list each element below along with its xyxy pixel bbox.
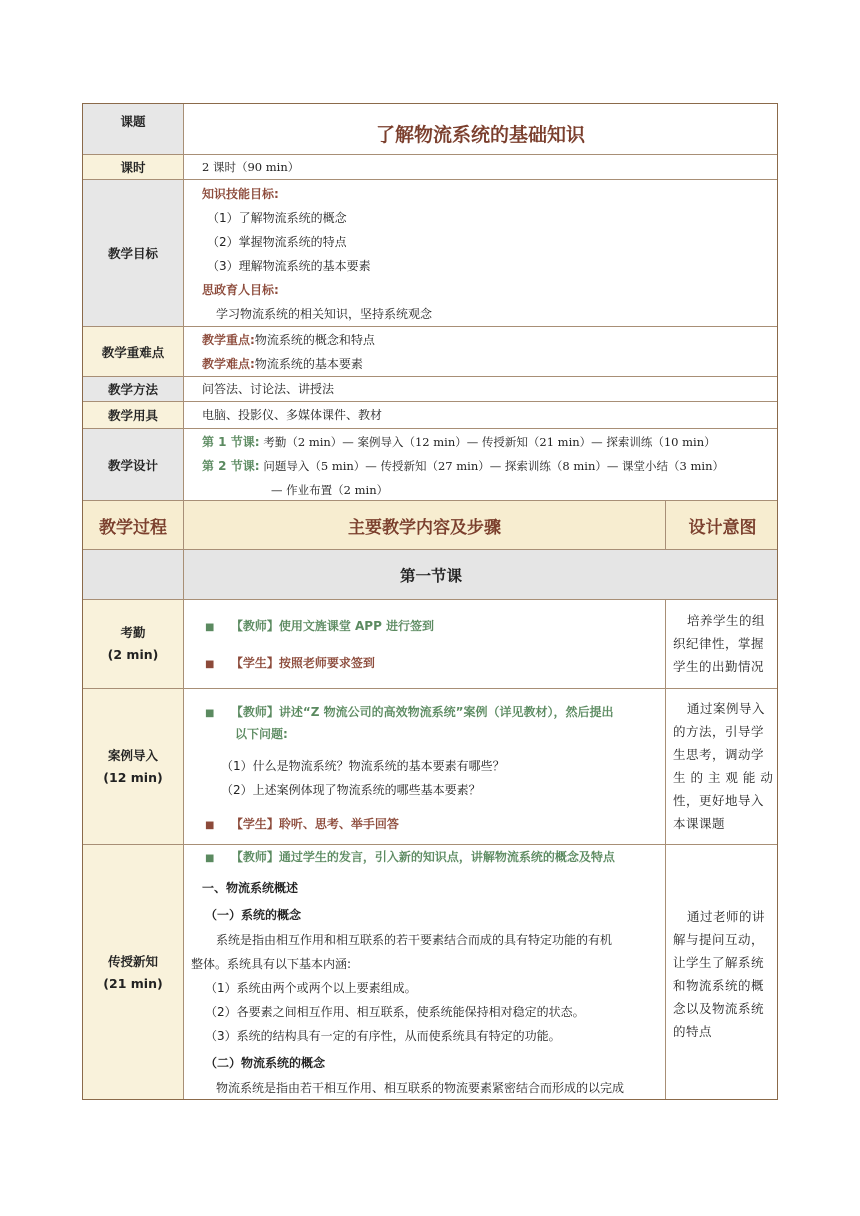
attendance-label-cell xyxy=(83,600,183,688)
row-divider xyxy=(83,376,777,377)
intent-line: 织纪律性，掌握 xyxy=(673,636,765,651)
hours-value: 2 课时（90 min） xyxy=(202,160,300,174)
newknow-heading-3: （二）物流系统的概念 xyxy=(205,1056,326,1070)
lesson-plan-table xyxy=(82,103,778,1100)
case-label: 案例导入 xyxy=(107,747,158,763)
intent-line: 生 的 主 观 能 动 xyxy=(673,770,774,785)
hard-point-line xyxy=(202,352,363,376)
tools-value: 电脑、投影仪、多媒体课件、教材 xyxy=(202,408,383,422)
newknow-item-3: （3）系统的结构具有一定的有序性，从而使系统具有特定的功能。 xyxy=(205,1029,561,1043)
intent-line: 的特点 xyxy=(673,1024,713,1039)
newknow-label-cell xyxy=(83,845,183,1100)
newknow-para-1b: 整体。系统具有以下基本内涵: xyxy=(191,957,352,971)
col-intent-title: 设计意图 xyxy=(688,517,757,538)
method-label-cell xyxy=(83,377,183,401)
tools-label: 教学用具 xyxy=(107,408,158,423)
hard-head: 教学难点: xyxy=(202,357,255,371)
goal-knowledge-head: 知识技能目标: xyxy=(202,187,279,201)
intent-line: 生思考，调动学 xyxy=(673,747,765,762)
difficulty-label-cell xyxy=(83,327,183,376)
newknow-intent xyxy=(673,905,765,1043)
newknow-para-2: 物流系统是指由若干相互作用、相互联系的物流要素紧密结合而形成的以完成 xyxy=(216,1081,625,1095)
topic-title: 了解物流系统的基础知识 xyxy=(375,124,585,146)
design-s2-head: 第 2 节课: xyxy=(202,459,260,473)
case-question-2: （2）上述案例体现了物流系统的哪些基本要素？ xyxy=(221,783,481,797)
newknow-item-1: （1）系统由两个或两个以上要素组成。 xyxy=(205,981,417,995)
design-s2-text: 问题导入（5 min）— 传授新知（27 min）— 探索训练（8 min）— 课堂小结（3 min） xyxy=(263,459,724,473)
intent-line: 通过案例导入 xyxy=(687,701,766,716)
case-label-cell xyxy=(83,689,183,844)
newknow-teacher xyxy=(205,845,615,871)
topic-label: 课题 xyxy=(120,114,146,129)
design-session-2 xyxy=(202,454,724,478)
case-question-1: （1）什么是物流系统？物流系统的基本要素有哪些？ xyxy=(221,759,505,773)
row-divider xyxy=(83,599,777,600)
square-bullet-icon: ■ xyxy=(205,820,215,831)
intent-line: 性，更好地导入 xyxy=(673,793,765,808)
intent-line: 学生的出勤情况 xyxy=(673,659,765,674)
row-divider xyxy=(83,326,777,327)
intent-line: 让学生了解系统 xyxy=(673,955,765,970)
col-divider xyxy=(665,599,666,1100)
attendance-time: (2 min) xyxy=(107,647,159,662)
design-s1-text: 考勤（2 min）— 案例导入（12 min）— 传授新知（21 min）— 探索训练（10 min） xyxy=(263,435,716,449)
col-content-header xyxy=(184,501,665,549)
method-value: 问答法、讨论法、讲授法 xyxy=(202,382,335,396)
case-student-text: 【学生】聆听、思考、举手回答 xyxy=(230,817,399,831)
goal-item-1: （1）了解物流系统的概念 xyxy=(207,211,347,225)
design-label-cell xyxy=(83,429,183,500)
design-label: 教学设计 xyxy=(107,457,158,473)
difficulty-label: 教学重难点 xyxy=(101,344,165,360)
square-bullet-icon: ■ xyxy=(205,708,215,719)
attendance-teacher xyxy=(205,614,434,640)
intent-line: 和物流系统的概 xyxy=(673,978,765,993)
design-s2-text2: — 作业布置（2 min） xyxy=(271,483,389,497)
newknow-item-2: （2）各要素之间相互作用、相互联系，使系统能保持相对稳定的状态。 xyxy=(205,1005,585,1019)
intent-line: 培养学生的组 xyxy=(687,613,766,628)
row-divider xyxy=(83,688,777,689)
hours-label-cell xyxy=(83,155,183,179)
col-content-title: 主要教学内容及步骤 xyxy=(348,517,501,538)
newknow-heading-1: 一、物流系统概述 xyxy=(202,881,299,895)
intent-line: 解与提问互动， xyxy=(673,932,765,947)
case-teacher-text-1: 【教师】讲述“Z 物流公司的高效物流系统”案例（详见教材），然后提出 xyxy=(230,705,614,719)
goal-item-3: （3）理解物流系统的基本要素 xyxy=(207,259,371,273)
newknow-heading-2: （一）系统的概念 xyxy=(205,908,302,922)
hours-label: 课时 xyxy=(120,160,146,175)
tools-label-cell xyxy=(83,402,183,428)
row-divider xyxy=(83,154,777,155)
attendance-teacher-text: 【教师】使用文旌课堂 APP 进行签到 xyxy=(230,619,435,633)
hard-text: 物流系统的基本要素 xyxy=(254,357,363,371)
goal-ideology-text: 学习物流系统的相关知识，坚持系统观念 xyxy=(216,307,433,321)
attendance-student-text: 【学生】按照老师要求签到 xyxy=(230,656,375,670)
topic-label-cell xyxy=(83,104,183,154)
design-session-1 xyxy=(202,430,716,454)
key-text: 物流系统的概念和特点 xyxy=(254,333,375,347)
square-bullet-icon: ■ xyxy=(205,853,215,864)
attendance-label: 考勤 xyxy=(120,625,146,640)
key-point-line xyxy=(202,328,375,352)
intent-line: 的方法，引导学 xyxy=(673,724,765,739)
newknow-teacher-text: 【教师】通过学生的发言，引入新的知识点，讲解物流系统的概念及特点 xyxy=(230,850,615,864)
attendance-intent xyxy=(673,609,765,678)
case-time: (12 min) xyxy=(103,769,163,785)
method-label: 教学方法 xyxy=(107,382,158,397)
case-student xyxy=(205,812,399,838)
row-divider xyxy=(83,179,777,180)
col-divider xyxy=(183,104,184,1100)
goal-label-cell xyxy=(83,180,183,326)
case-intent xyxy=(673,697,773,835)
col-process-title: 教学过程 xyxy=(99,517,167,538)
square-bullet-icon: ■ xyxy=(205,622,215,633)
goal-label: 教学目标 xyxy=(107,246,158,261)
col-process-header xyxy=(83,501,183,549)
attendance-student xyxy=(205,651,375,677)
intent-line: 念以及物流系统 xyxy=(673,1001,765,1016)
section-title: 第一节课 xyxy=(399,566,462,585)
row-divider xyxy=(83,428,777,429)
intent-line: 本课课题 xyxy=(673,816,726,831)
col-intent-header xyxy=(666,501,778,549)
row-divider xyxy=(83,401,777,402)
square-bullet-icon: ■ xyxy=(205,659,215,670)
newknow-label: 传授新知 xyxy=(107,954,158,969)
goal-ideology-head: 思政育人目标: xyxy=(202,283,279,297)
design-s1-head: 第 1 节课: xyxy=(202,435,260,449)
case-teacher-text-2: 以下问题: xyxy=(235,727,288,741)
intent-line: 通过老师的讲 xyxy=(687,909,766,924)
goal-item-2: （2）掌握物流系统的特点 xyxy=(207,235,347,249)
newknow-para-1a: 系统是指由相互作用和相互联系的若干要素结合而成的具有特定功能的有机 xyxy=(216,933,613,947)
newknow-time: (21 min) xyxy=(103,976,163,991)
col-divider xyxy=(665,500,666,549)
section-row xyxy=(83,550,778,599)
key-head: 教学重点: xyxy=(202,333,255,347)
